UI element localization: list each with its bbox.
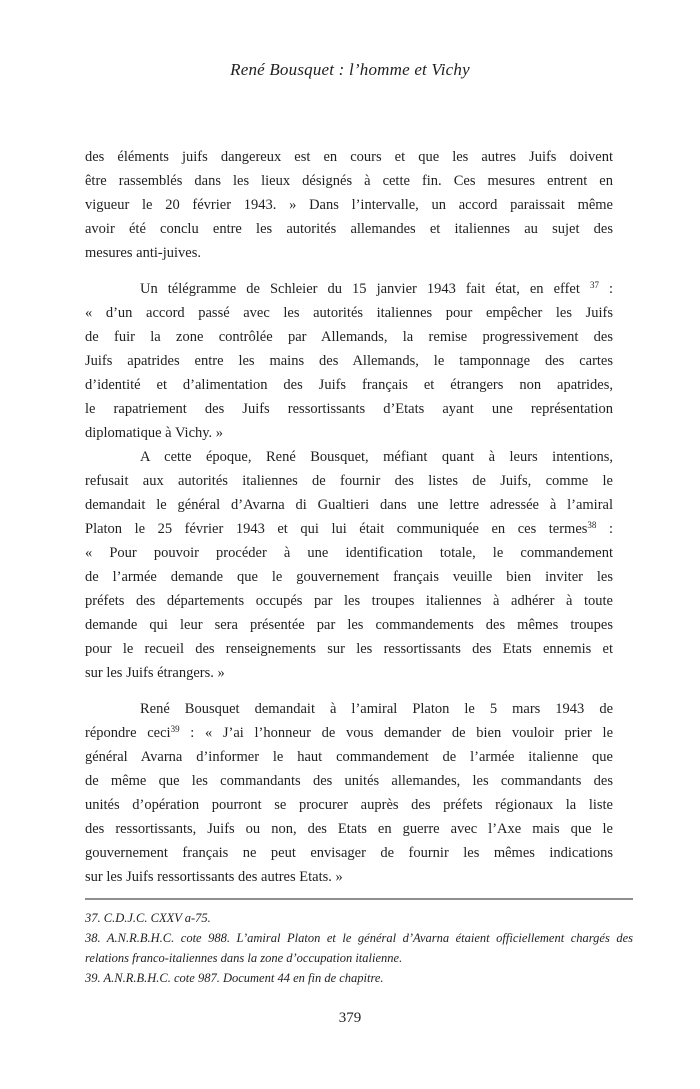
text-line: avoir été conclu entre les autorités allemandes et italiennes au sujet des — [85, 221, 613, 237]
text-line: le rapatriement des Juifs ressortissants d’Etats ayant une représentation — [85, 401, 613, 417]
text-line: être rassemblés dans les lieux désignés à cette fin. Ces mesures entrent en — [85, 173, 613, 189]
footnote-separator — [85, 898, 633, 900]
running-header: René Bousquet : l’homme et Vichy — [230, 60, 470, 79]
text-line: sur les Juifs ressortissants des autres Etats. » — [85, 869, 343, 885]
text-line: des ressortissants, Juifs ou non, des Etats en guerre avec l’Axe mais que le — [85, 821, 613, 837]
text-line: pour le recueil des renseignements sur les ressortissants des Etats ennemis et — [85, 641, 613, 657]
text-line: demande qui leur sera présentée par les commandements des mêmes troupes — [85, 617, 613, 633]
text-line: sur les Juifs étrangers. » — [85, 665, 225, 681]
text-line: préfets des départements occupés par les troupes italiennes à adhérer à toute — [85, 593, 613, 609]
paragraph — [85, 697, 613, 889]
footnote-reference: 39 — [170, 724, 180, 734]
text-line: d’identité et d’alimentation des Juifs français et étrangers non apatrides, — [85, 377, 613, 393]
text-line: Juifs apatrides entre les mains des Allemands, le tamponnage des cartes — [85, 353, 613, 369]
footnote-line: 38. A.N.R.B.H.C. cote 988. L’amiral Platon et le général d’Avarna étaient officiellement chargés des — [85, 931, 633, 945]
text-line: de même que les commandants des unités allemandes, les commandants des — [85, 773, 613, 789]
footnote-reference: 38 — [587, 520, 597, 530]
text-line: René Bousquet demandait à l’amiral Platon le 5 mars 1943 de — [140, 701, 613, 717]
footnote-reference: 37 — [589, 280, 599, 290]
footnotes — [85, 908, 633, 988]
text-line: des éléments juifs dangereux est en cours et que les autres Juifs doivent — [85, 149, 613, 165]
text-line: vigueur le 20 février 1943. » Dans l’intervalle, un accord paraissait même — [85, 197, 613, 213]
paragraph — [85, 145, 613, 265]
text-line: général Avarna d’informer le haut commandement de l’armée italienne que — [85, 749, 613, 765]
text-line: de l’armée demande que le gouvernement français veuille bien inviter les — [85, 569, 613, 585]
text-line: gouvernement français ne peut envisager de fournir les mêmes indications — [85, 845, 613, 861]
text-line: demandait le général d’Avarna di Gualtieri dans une lettre adressée à l’amiral — [85, 497, 613, 513]
text-line: « Pour pouvoir procéder à une identification totale, le commandement — [85, 545, 613, 561]
text-line: mesures anti-juives. — [85, 245, 201, 261]
page-number: 379 — [338, 1010, 362, 1026]
text-line: refusait aux autorités italiennes de fournir des listes de Juifs, comme le — [85, 473, 613, 489]
body-text — [85, 145, 613, 889]
text-line: Un télégramme de Schleier du 15 janvier 1943 fait état, en effet $^{37}$ : — [140, 280, 613, 297]
text-line: de fuir la zone contrôlée par Allemands, la remise progressivement des — [85, 329, 613, 345]
text-line: A cette époque, René Bousquet, méfiant quant à leurs intentions, — [140, 449, 613, 465]
text-line: répondre ceci$^{39}$ : « J’ai l’honneur de vous demander de bien vouloir prier le — [85, 724, 613, 741]
footnote-line: 37. C.D.J.C. CXXV a-75. — [85, 911, 211, 925]
text-line: Platon le 25 février 1943 et qui lui était communiquée en ces termes$^{38}$ : — [85, 520, 613, 537]
paragraph — [85, 277, 613, 445]
paragraph — [85, 445, 613, 685]
text-line: unités d’opération pourront se procurer auprès des préfets régionaux la liste — [85, 797, 613, 813]
text-line: « d’un accord passé avec les autorités italiennes pour empêcher les Juifs — [85, 305, 613, 321]
text-line: diplomatique à Vichy. » — [85, 425, 224, 441]
footnote-line: 39. A.N.R.B.H.C. cote 987. Document 44 en fin de chapitre. — [85, 971, 384, 985]
footnote-line: relations franco-italiennes dans la zone d’occupation italienne. — [85, 951, 403, 965]
